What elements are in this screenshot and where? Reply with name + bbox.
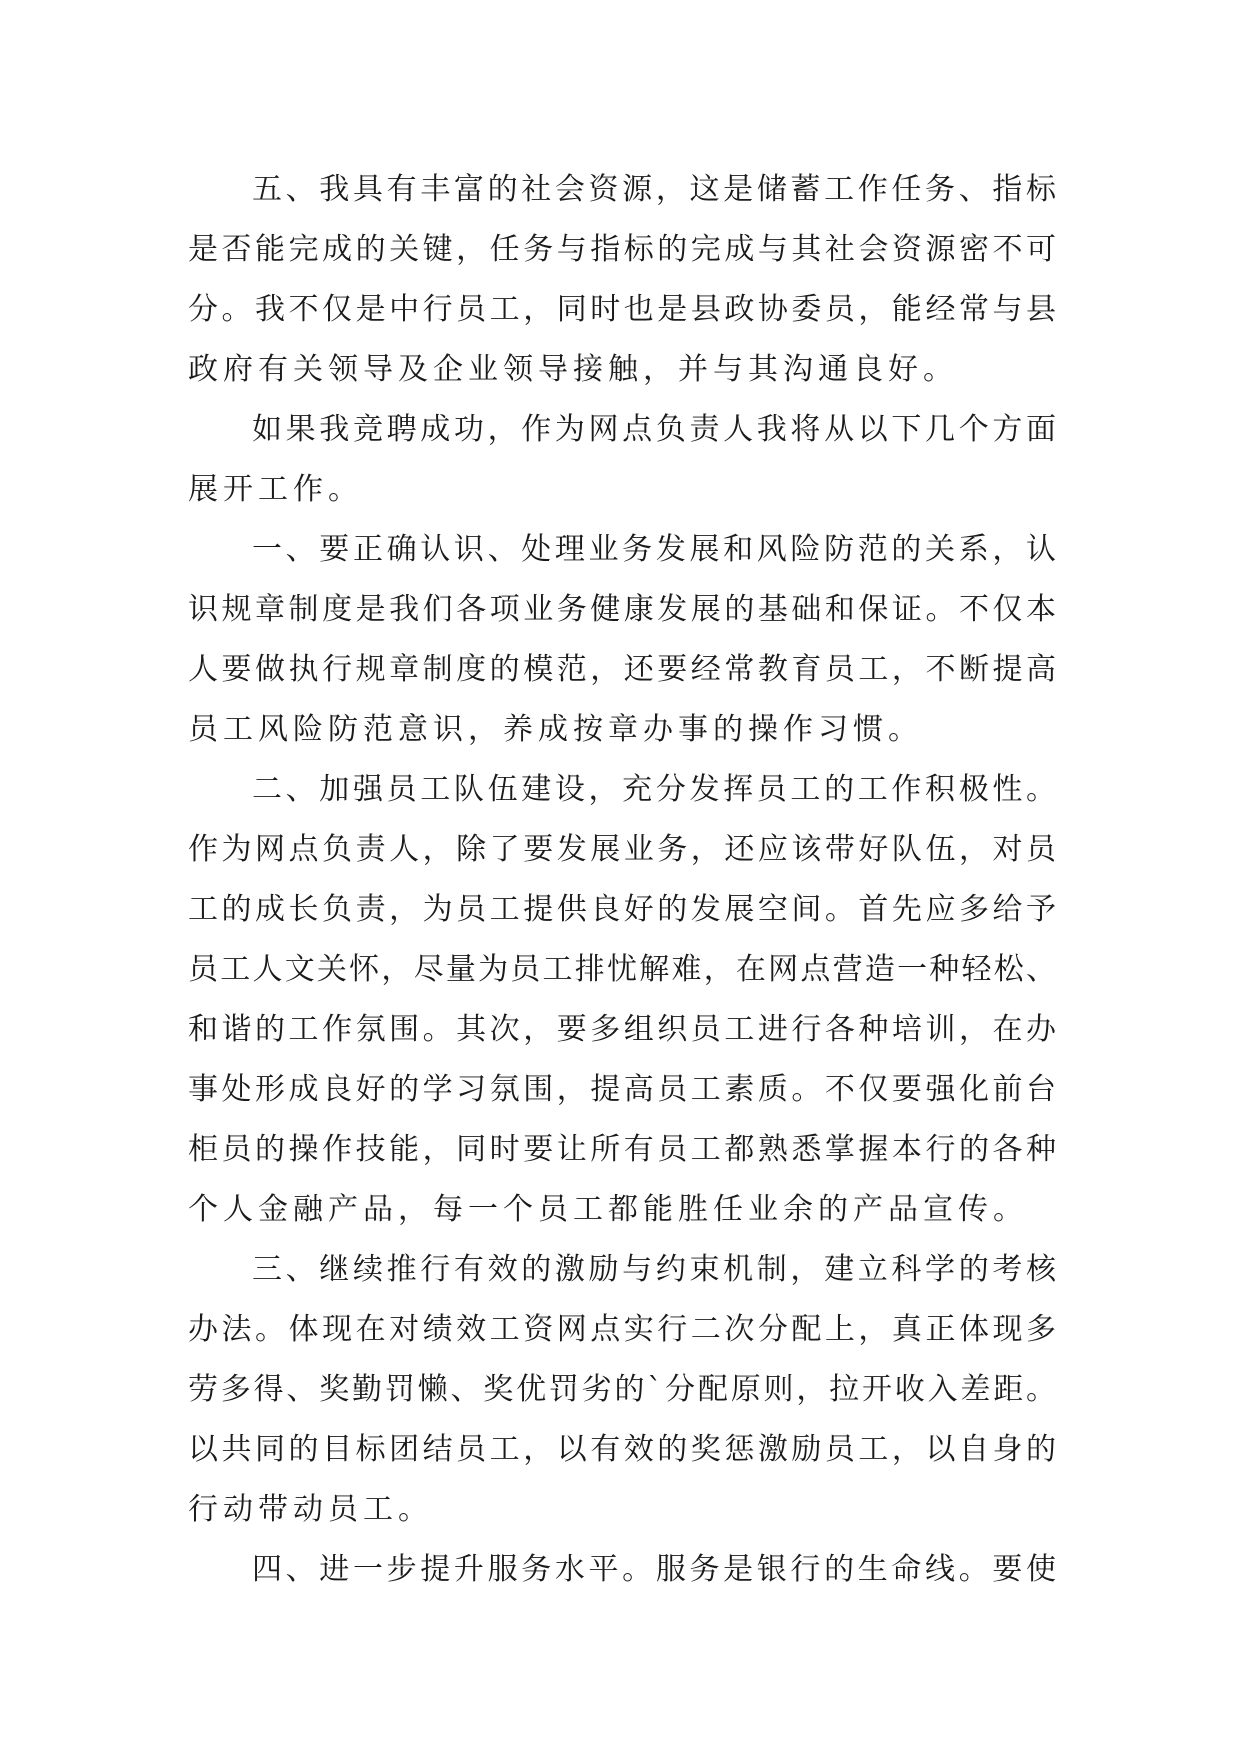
text-line: 行动带动员工。 [188, 1492, 433, 1527]
paragraph-2-team-building [188, 760, 1056, 1240]
text-line: 展开工作。 [188, 472, 363, 507]
text-line: 工的成长负责，为员工提供良好的发展空间。首先应多给予 [188, 892, 1056, 927]
text-line: 如果我竞聘成功，作为网点负责人我将从以下几个方面 [252, 412, 1056, 447]
text-line: 办法。体现在对绩效工资网点实行二次分配上，真正体现多 [188, 1312, 1056, 1347]
text-line: 事处形成良好的学习氛围，提高员工素质。不仅要强化前台 [188, 1072, 1056, 1107]
text-line: 识规章制度是我们各项业务健康发展的基础和保证。不仅本 [188, 592, 1056, 627]
text-line: 以共同的目标团结员工，以有效的奖惩激励员工，以自身的 [188, 1432, 1056, 1467]
text-line: 三、继续推行有效的激励与约束机制，建立科学的考核 [252, 1252, 1056, 1287]
text-line: 个人金融产品，每一个员工都能胜任业余的产品宣传。 [188, 1192, 1028, 1227]
paragraph-1-risk-control [188, 520, 1056, 760]
text-line: 柜员的操作技能，同时要让所有员工都熟悉掌握本行的各种 [188, 1132, 1056, 1167]
text-line: 劳多得、奖勤罚懒、奖优罚劣的`分配原则，拉开收入差距。 [188, 1372, 1056, 1407]
text-line: 人要做执行规章制度的模范，还要经常教育员工，不断提高 [188, 652, 1056, 687]
paragraph-intro-plan [188, 400, 1056, 520]
text-line: 政府有关领导及企业领导接触，并与其沟通良好。 [188, 352, 958, 387]
text-line: 是否能完成的关键，任务与指标的完成与其社会资源密不可 [188, 232, 1056, 267]
text-line: 和谐的工作氛围。其次，要多组织员工进行各种培训，在办 [188, 1012, 1056, 1047]
paragraph-3-incentives [188, 1240, 1056, 1540]
text-line: 四、进一步提升服务水平。服务是银行的生命线。要使 [252, 1552, 1056, 1587]
text-line: 二、加强员工队伍建设，充分发挥员工的工作积极性。 [252, 772, 1056, 807]
paragraph-4-service [188, 1540, 1056, 1600]
text-line: 员工风险防范意识，养成按章办事的操作习惯。 [188, 712, 923, 747]
document-body [188, 160, 1056, 1600]
paragraph-5-social-resources [188, 160, 1056, 400]
text-line: 分。我不仅是中行员工，同时也是县政协委员，能经常与县 [188, 292, 1056, 327]
text-line: 一、要正确认识、处理业务发展和风险防范的关系，认 [252, 532, 1056, 567]
text-line: 作为网点负责人，除了要发展业务，还应该带好队伍，对员 [188, 832, 1056, 867]
text-line: 员工人文关怀，尽量为员工排忧解难，在网点营造一种轻松、 [188, 952, 1056, 987]
text-line: 五、我具有丰富的社会资源，这是储蓄工作任务、指标 [252, 172, 1056, 207]
